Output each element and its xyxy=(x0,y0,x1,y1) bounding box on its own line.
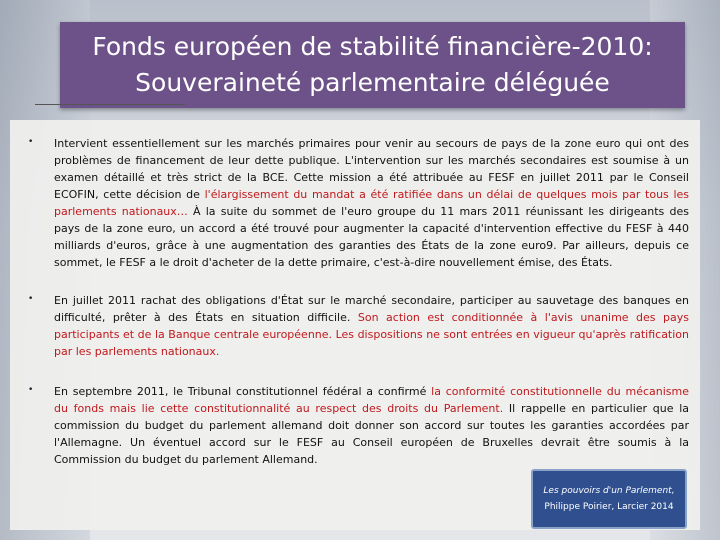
title-banner xyxy=(60,22,685,108)
bullet-marker: • xyxy=(28,294,34,304)
citation-title: Les pouvoirs d'un Parlement, xyxy=(543,486,675,496)
text-segment: Il rappelle en particulier que la commission du budget du parlement allemand doit donner son accord sur toutes les garanties accordées par l'Allemagne. Un éventuel accord sur le FESF au Conseil européen de Bruxelles devrait être soumis à la Commission du budget du parlement Allemand. xyxy=(54,402,689,466)
text-segment: À la suite du sommet de l'euro groupe du 11 mars 2011 réunissant les dirigeants des pays de la zone euro, un accord a été trouvé pour augmenter la capacité d'intervention effective du FESF à 440 milliards d'euros, grâce à une augmentation des garanties des États de la zone euro9. Par ailleurs, depuis ce sommet, le FESF a le droit d'acheter de la dette primaire, c'est-à-dire nouvellement émise, des États. xyxy=(54,205,689,269)
highlighted-segment: l'élargissement du mandat a été ratifiée dans un délai de quelques mois par tous les parlements nationaux… xyxy=(54,188,690,218)
title-line-2: Souveraineté parlementaire déléguée xyxy=(135,68,610,97)
highlighted-segment: Son action est conditionnée à l'avis unanime des pays participants et de la Banque centrale européenne. Les dispositions ne sont entrées en vigueur qu'après ratification par les parlements nationaux. xyxy=(54,311,689,358)
highlighted-segment: la conformité constitutionnelle du mécanisme du fonds mais lie cette constitutionnalité au respect des droits du Parlement. xyxy=(54,385,690,415)
citation-box xyxy=(531,469,687,529)
text-segment: En juillet 2011 rachat des obligations d'État sur le marché secondaire, participer au sauvetage des banques en difficulté, prêter à des États en situation difficile. xyxy=(54,294,689,324)
title-underline-divider xyxy=(35,104,185,105)
bullet-text-1 xyxy=(54,135,689,271)
title-line-1: Fonds européen de stabilité financière-2010: xyxy=(92,32,653,61)
citation-author: Philippe Poirier, Larcier 2014 xyxy=(544,502,674,512)
text-segment: Intervient essentiellement sur les marchés primaires pour venir au secours de pays de la zone euro qui ont des problèmes de financement de leur dette publique. L'intervention sur les marchés secondaires est soumise à un examen détaillé et très strict de la BCE. Cette mission a été attribuée au FESF en juillet 2011 par le Conseil ECOFIN, cette décision de xyxy=(54,137,689,201)
bullet-marker: • xyxy=(28,137,34,147)
bullet-marker: • xyxy=(28,385,34,395)
text-segment: En septembre 2011, le Tribunal constitutionnel fédéral a confirmé xyxy=(54,385,432,398)
bullet-text-2 xyxy=(54,292,689,360)
bullet-text-3 xyxy=(54,383,689,468)
